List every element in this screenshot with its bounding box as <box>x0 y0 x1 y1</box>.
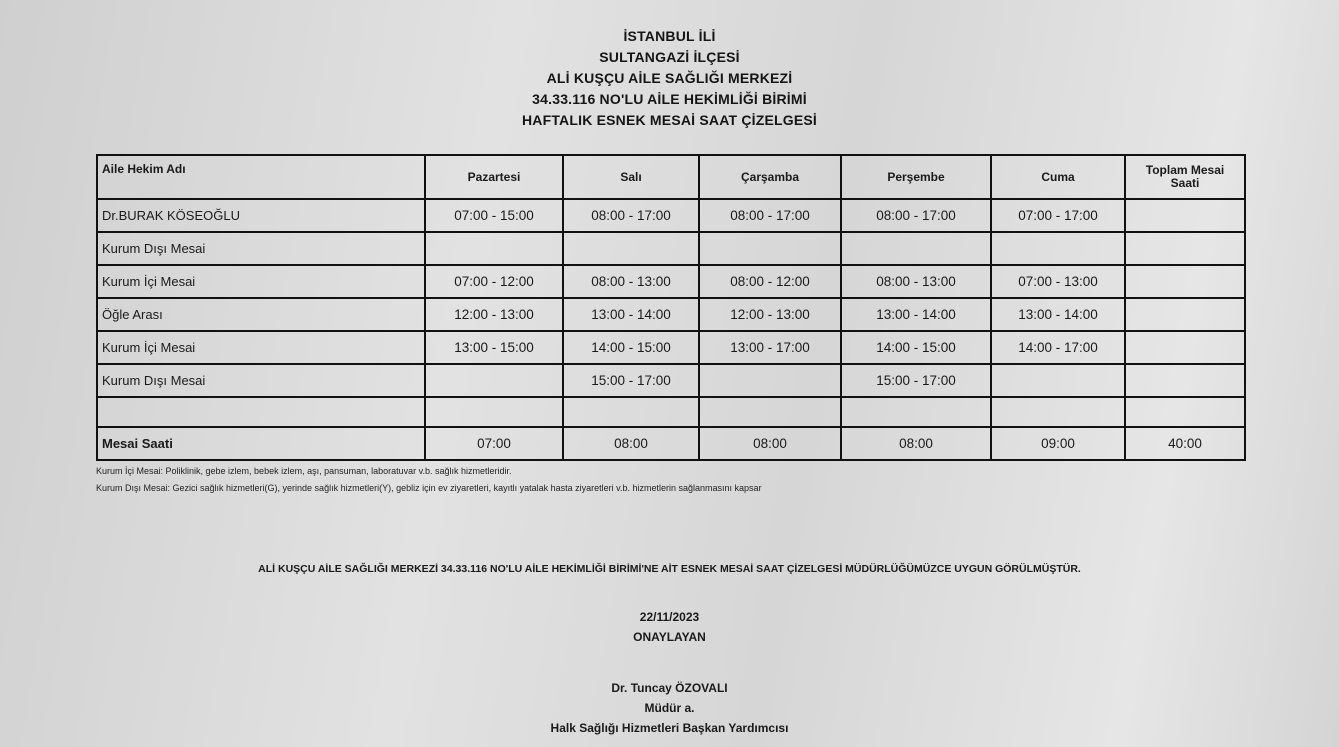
table-cell <box>991 364 1125 397</box>
schedule-table <box>96 154 1246 461</box>
table-cell <box>699 232 841 265</box>
table-cell: 07:00 - 12:00 <box>425 265 563 298</box>
row-label: Öğle Arası <box>97 298 425 331</box>
table-cell: 07:00 - 15:00 <box>425 199 563 232</box>
table-cell: 12:00 - 13:00 <box>425 298 563 331</box>
table-cell: 08:00 - 17:00 <box>563 199 699 232</box>
table-cell <box>1125 331 1245 364</box>
column-header-thursday: Perşembe <box>841 155 991 199</box>
table-cell <box>699 397 841 427</box>
table-cell <box>1125 199 1245 232</box>
table-row <box>97 265 1245 298</box>
table-cell: 13:00 - 15:00 <box>425 331 563 364</box>
total-cell-week: 40:00 <box>1125 427 1245 460</box>
table-cell: 14:00 - 17:00 <box>991 331 1125 364</box>
table-cell <box>425 397 563 427</box>
table-cell <box>991 232 1125 265</box>
column-header-name: Aile Hekim Adı <box>97 155 425 199</box>
row-label: Kurum Dışı Mesai <box>97 364 425 397</box>
approval-status: ONAYLAYAN <box>633 630 706 644</box>
table-cell: 08:00 - 13:00 <box>563 265 699 298</box>
row-label: Dr.BURAK KÖSEOĞLU <box>97 199 425 232</box>
table-cell: 08:00 - 12:00 <box>699 265 841 298</box>
signatory-title: Halk Sağlığı Hizmetleri Başkan Yardımcısı <box>550 721 789 735</box>
table-cell: 14:00 - 15:00 <box>563 331 699 364</box>
row-label: Kurum Dışı Mesai <box>97 232 425 265</box>
table-total-row <box>97 427 1245 460</box>
total-cell-monday: 07:00 <box>425 427 563 460</box>
table-cell: 07:00 - 17:00 <box>991 199 1125 232</box>
total-cell-tuesday: 08:00 <box>563 427 699 460</box>
table-cell: 13:00 - 14:00 <box>563 298 699 331</box>
column-header-tuesday: Salı <box>563 155 699 199</box>
table-row <box>97 331 1245 364</box>
row-label: Kurum İçi Mesai <box>97 265 425 298</box>
table-cell <box>1125 298 1245 331</box>
table-cell <box>563 232 699 265</box>
table-cell <box>563 397 699 427</box>
table-cell: 08:00 - 17:00 <box>699 199 841 232</box>
table-cell <box>991 397 1125 427</box>
table-row <box>97 364 1245 397</box>
table-cell <box>1125 232 1245 265</box>
header-unit: 34.33.116 NO'LU AİLE HEKİMLİĞİ BİRİMİ <box>532 91 807 107</box>
row-label <box>97 397 425 427</box>
table-cell <box>841 232 991 265</box>
total-cell-friday: 09:00 <box>991 427 1125 460</box>
table-cell <box>1125 364 1245 397</box>
approval-statement: ALİ KUŞÇU AİLE SAĞLIĞI MERKEZİ 34.33.116 NO'LU AİLE HEKİMLİĞİ BİRİMİ'NE AİT ESNEK MESAİ SAAT ÇİZELGESİ MÜDÜRLÜĞÜMÜZCE UYGUN GÖRÜLMÜŞTÜR. <box>258 563 1081 575</box>
table-row <box>97 298 1245 331</box>
footnote-kurum-disi: Kurum Dışı Mesai: Gezici sağlık hizmetleri(G), yerinde sağlık hizmetleri(Y), gebliz için ev ziyaretleri, kayıtlı yatalak hasta ziyaretleri v.b. hizmetlerin sağlanmasını kapsar <box>96 483 762 493</box>
table-header-row <box>97 155 1245 199</box>
table-cell <box>425 232 563 265</box>
footnotes <box>96 463 762 497</box>
column-header-friday: Cuma <box>991 155 1125 199</box>
signatory-role: Müdür a. <box>644 701 695 715</box>
table-cell: 12:00 - 13:00 <box>699 298 841 331</box>
table-cell: 13:00 - 14:00 <box>991 298 1125 331</box>
table-cell: 08:00 - 13:00 <box>841 265 991 298</box>
column-header-monday: Pazartesi <box>425 155 563 199</box>
footnote-kurum-ici: Kurum İçi Mesai: Poliklinik, gebe izlem, bebek izlem, aşı, pansuman, laboratuvar v.b. sağlık hizmetleridir. <box>96 466 512 476</box>
table-cell <box>841 397 991 427</box>
row-label: Kurum İçi Mesai <box>97 331 425 364</box>
total-cell-wednesday: 08:00 <box>699 427 841 460</box>
header-center: ALİ KUŞÇU AİLE SAĞLIĞI MERKEZİ <box>546 70 793 86</box>
column-header-total: Toplam Mesai Saati <box>1125 155 1245 199</box>
table-cell: 15:00 - 17:00 <box>563 364 699 397</box>
signatory-block <box>0 678 1339 738</box>
approval-block <box>0 607 1339 647</box>
total-row-label: Mesai Saati <box>97 427 425 460</box>
table-row <box>97 199 1245 232</box>
header-schedule-title: HAFTALIK ESNEK MESAİ SAAT ÇİZELGESİ <box>521 112 818 128</box>
document-header <box>0 26 1339 131</box>
total-cell-thursday: 08:00 <box>841 427 991 460</box>
column-header-wednesday: Çarşamba <box>699 155 841 199</box>
signatory-name: Dr. Tuncay ÖZOVALI <box>611 681 728 695</box>
table-cell: 15:00 - 17:00 <box>841 364 991 397</box>
table-cell: 08:00 - 17:00 <box>841 199 991 232</box>
table-cell <box>1125 265 1245 298</box>
table-cell <box>1125 397 1245 427</box>
table-cell: 07:00 - 13:00 <box>991 265 1125 298</box>
table-cell: 13:00 - 17:00 <box>699 331 841 364</box>
header-province: İSTANBUL İLİ <box>623 28 716 44</box>
table-cell: 13:00 - 14:00 <box>841 298 991 331</box>
header-district: SULTANGAZİ İLÇESİ <box>599 49 740 65</box>
table-row <box>97 232 1245 265</box>
table-cell <box>425 364 563 397</box>
table-row-empty <box>97 397 1245 427</box>
table-cell <box>699 364 841 397</box>
table-cell: 14:00 - 15:00 <box>841 331 991 364</box>
approval-date: 22/11/2023 <box>639 610 700 624</box>
